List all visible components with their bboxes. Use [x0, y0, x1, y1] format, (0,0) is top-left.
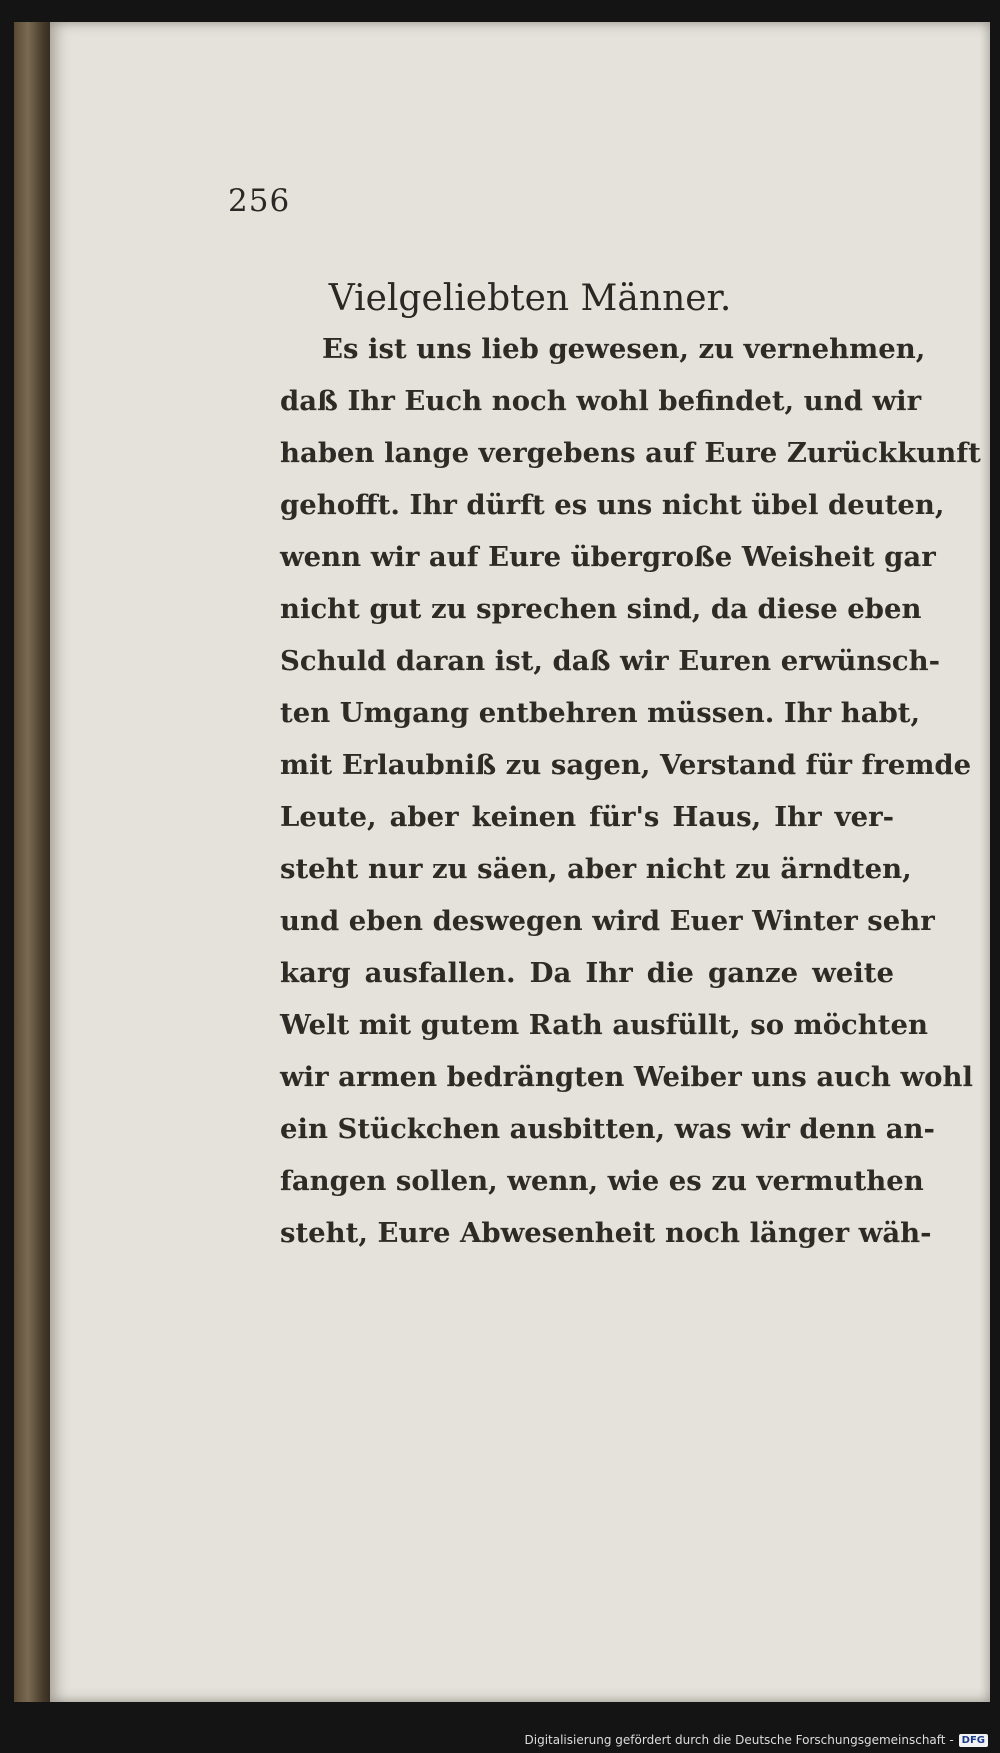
text-line-4: gehofft. Ihr dürft es uns nicht übel deuten,: [280, 489, 945, 521]
text-line-9: mit Erlaubniß zu sagen, Verstand für fremde: [280, 749, 972, 781]
text-line-10: Leute, aber keinen für's Haus, Ihr ver-: [280, 801, 894, 833]
page-number: 256: [228, 183, 291, 219]
text-line-17: fangen sollen, wenn, wie es zu vermuthen: [280, 1165, 924, 1197]
text-line-14: Welt mit gutem Rath ausfüllt, so möchten: [280, 1009, 928, 1041]
text-line-18: steht, Eure Abwesenheit noch länger wäh-: [280, 1217, 932, 1249]
digitization-credit: [525, 1733, 989, 1747]
text-line-1: Es ist uns lieb gewesen, zu vernehmen,: [322, 333, 926, 365]
text-line-12: und eben deswegen wird Euer Winter sehr: [280, 905, 935, 937]
text-line-16: ein Stückchen ausbitten, was wir denn an-: [280, 1113, 935, 1145]
text-line-7: Schuld daran ist, daß wir Euren erwünsch-: [280, 645, 941, 677]
text-line-6: nicht gut zu sprechen sind, da diese eben: [280, 593, 922, 625]
letter-salutation: Vielgeliebten Männer.: [328, 278, 732, 319]
text-line-15: wir armen bedrängten Weiber uns auch wohl: [280, 1061, 973, 1093]
text-line-11: steht nur zu säen, aber nicht zu ärndten,: [280, 853, 912, 885]
text-line-5: wenn wir auf Eure übergroße Weisheit gar: [280, 541, 936, 573]
text-line-8: ten Umgang entbehren müssen. Ihr habt,: [280, 697, 921, 729]
book-spine-edge: [14, 22, 54, 1702]
text-line-3: haben lange vergebens auf Eure Zurückkunft: [280, 437, 981, 469]
text-line-13: karg ausfallen. Da Ihr die ganze weite: [280, 957, 894, 989]
credit-text: Digitalisierung gefördert durch die Deutsche Forschungsgemeinschaft -: [524, 1733, 954, 1747]
dfg-logo: DFG: [959, 1734, 988, 1747]
text-line-2: daß Ihr Euch noch wohl befindet, und wir: [280, 385, 922, 417]
